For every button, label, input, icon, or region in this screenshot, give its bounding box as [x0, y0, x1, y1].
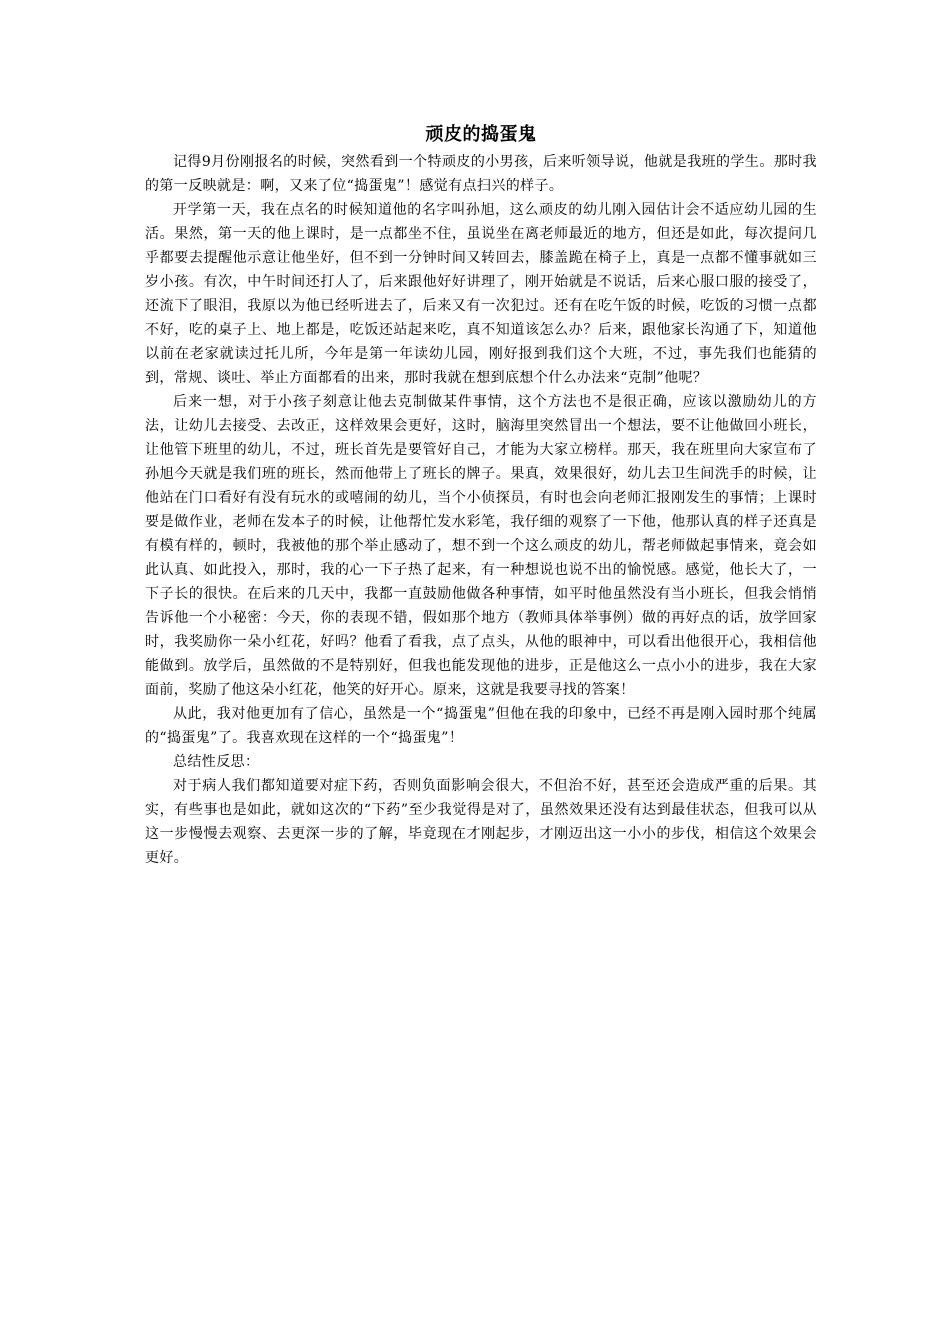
- document-body: [145, 122, 817, 870]
- paragraph-intro: 记得9月份刚报名的时候，突然看到一个特顽皮的小男孩，后来听领导说，他就是我班的学生。那时我的第一反映就是：啊，又来了位“捣蛋鬼”！感觉有点扫兴的样子。: [145, 154, 817, 194]
- paragraph-reflection: 对于病人我们都知道要对症下药，否则负面影响会很大，不但治不好，甚至还会造成严重的后果。其实，有些事也是如此，就如这次的“下药”至少我觉得是对了，虽然效果还没有达到最佳状态，但我可以从这一步慢慢去观察、去更深一步的了解，毕竟现在才刚起步，才刚迈出这一小小的步伐，相信这个效果会更好。: [145, 778, 817, 866]
- paragraph-first-day: 开学第一天，我在点名的时候知道他的名字叫孙旭，这么顽皮的幼儿刚入园估计会不适应幼儿园的生活。果然，第一天的他上课时，是一点都坐不住，虽说坐在离老师最近的地方，但还是如此，每次提问几乎都要去提醒他示意让他坐好，但不到一分钟时间又转回去，膝盖跪在椅子上，真是一点都不懂事就如三岁小孩。有次，中午时间还打人了，后来跟他好好讲理了，刚开始就是不说话，后来心服口服的接受了，还流下了眼泪，我原以为他已经听进去了，后来又有一次犯过。还有在吃午饭的时候，吃饭的习惯一点都不好，吃的桌子上、地上都是，吃饭还站起来吃，真不知道该怎么办？后来，跟他家长沟通了下，知道他以前在老家就读过托儿所，今年是第一年读幼儿园，刚好报到我们这个大班，不过，事先我们也能猜的到，常规、谈吐、举止方面都看的出来，那时我就在想到底想个什么办法来“克制”他呢？: [145, 202, 817, 386]
- paragraph-class-monitor: 后来一想，对于小孩子刻意让他去克制做某件事情，这个方法也不是很正确，应该以激励幼儿的方法，让幼儿去接受、去改正，这样效果会更好，这时，脑海里突然冒出一个想法，要不让他做回小班长，让他管下班里的幼儿，不过，班长首先是要管好自己，才能为大家立榜样。那天，我在班里向大家宣布了孙旭今天就是我们班的班长，然而他带上了班长的牌子。果真，效果很好，幼儿去卫生间洗手的时候，让他站在门口看好有没有玩水的或嘻闹的幼儿，当个小侦探员，有时也会向老师汇报刚发生的事情；上课时要是做作业，老师在发本子的时候，让他帮忙发水彩笔，我仔细的观察了一下他，他那认真的样子还真是有模有样的，顿时，我被他的那个举止感动了，想不到一个这么顽皮的幼儿，帮老师做起事情来，竟会如此认真、如此投入，那时，我的心一下子热了起来，有一种想说也说不出的愉悦感。感觉，他长大了，一下子长的很快。在后来的几天中，我都一直鼓励他做各种事情，如平时他虽然没有当小班长，但我会悄悄告诉他一个小秘密：今天，你的表现不错，假如那个地方（教师具体举事例）做的再好点的话，放学回家时，我奖励你一朵小红花，好吗？他看了看我，点了点头，从他的眼神中，可以看出他很开心，我相信他能做到。放学后，虽然做的不是特别好，但我也能发现他的进步，正是他这么一点小小的进步，我在大家面前，奖励了他这朵小红花，他笑的好开心。原来，这就是我要寻找的答案！: [145, 394, 817, 698]
- document-title: 顽皮的捣蛋鬼: [425, 124, 537, 145]
- paragraph-reflection-heading: 总结性反思：: [173, 754, 260, 770]
- paragraph-confidence: 从此，我对他更加有了信心，虽然是一个“捣蛋鬼”但他在我的印象中，已经不再是刚入园时那个纯属的“捣蛋鬼”了。我喜欢现在这样的一个“捣蛋鬼”！: [145, 706, 817, 746]
